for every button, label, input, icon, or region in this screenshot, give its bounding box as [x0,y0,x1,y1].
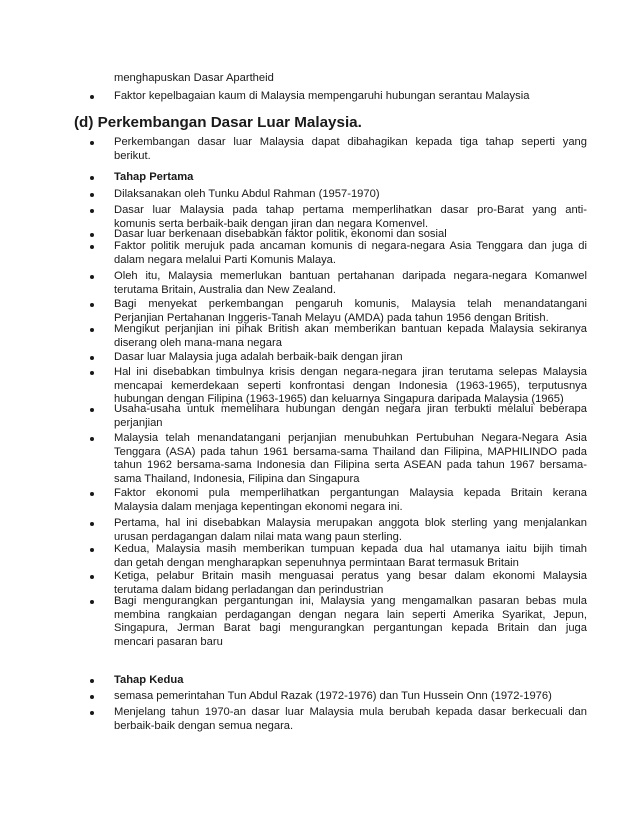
list-item-text [114,706,587,733]
text-line: Perkembangan dasar luar Malaysia dapat dibahagikan kepada tiga tahap seperti yang [114,136,587,148]
text-line: berikut. [114,149,151,162]
text-line: Faktor politik merujuk pada ancaman komunis di negara-negara Asia Tenggara dan juga di [114,240,587,252]
text-line: mencapai kemerdekaan seperti konfrontasi dengan Indonesia (1963-1965), terputusnya [114,379,587,392]
list-item-text [114,543,587,570]
text-line: Tenggara (ASA) pada tahun 1961 bersama-sama Thailand dan Filipina, MAPHILINDO pada [114,445,587,458]
tahap-pertama-title: Tahap Pertama [114,171,194,183]
text-line: dan getah dengan mengharapkan sepenuhnya permintaan Barat termasuk Britain [114,556,519,569]
list-item-text [114,570,587,597]
bullet-icon [90,141,94,145]
list-item-text: Faktor kepelbagaian kaum di Malaysia mempengaruhi hubungan serantau Malaysia [114,90,530,102]
bullet-icon [90,437,94,441]
bullet-icon [90,371,94,375]
text-line: Bagi menyekat perkembangan pengaruh komunis, Malaysia telah menandatangani [114,298,587,310]
text-line: Dasar luar berkenaan disebabkan faktor politik, ekonomi dan sosial [114,228,447,240]
bullet-icon [90,522,94,526]
text-line: Malaysia dalam menjaga kepentingan ekonomi negara ini. [114,500,403,513]
bullet-icon [90,408,94,412]
text-line: membina rangkaian perdagangan dengan negara lain seperti Amerika Syarikat, Jepun, [114,608,587,621]
list-item-text [114,240,587,267]
text-line: Menjelang tahun 1970-an dasar luar Malaysia mula berubah kepada dasar berkecuali dan [114,706,587,718]
list-item-text [114,136,587,163]
list-item-text [114,595,587,649]
text-line: tahun 1962 bersama-sama Indonesia dan Filipina serta ASEAN pada tahun 1967 bersama- [114,459,587,472]
list-item-text [114,188,587,202]
bullet-icon [90,328,94,332]
text-line: urusan perdagangan dalam nilai mata wang paun sterling. [114,530,402,543]
text-line: Dasar luar Malaysia pada tahap pertama memperlihatkan dasar pro-Barat yang anti- [114,204,587,216]
list-item-text [114,270,587,297]
text-line: Oleh itu, Malaysia memerlukan bantuan pertahanan daripada negara-negara Komanwel [114,270,587,282]
text-line: mencari pasaran baru [114,635,223,648]
bullet-icon [90,275,94,279]
text-line: Dasar luar Malaysia juga adalah berbaik-baik dengan jiran [114,351,403,363]
bullet-icon [90,575,94,579]
list-item-text [114,298,587,325]
bullet-icon [90,95,94,99]
text-line: diserang oleh mana-mana negara [114,336,282,349]
text-line: Hal ini disebabkan timbulnya krisis dengan negara-negara jiran terutama selepas Malaysia [114,366,587,378]
text-line: dalam negara melalui Parti Komunis Malaya. [114,253,336,266]
bullet-icon [90,548,94,552]
text-line: semasa pemerintahan Tun Abdul Razak (1972-1976) dan Tun Hussein Onn (1972-1976) [114,690,552,702]
bullet-icon [90,176,94,180]
bullet-icon [90,209,94,213]
text-line: Kedua, Malaysia masih memberikan tumpuan kepada dua hal utamanya iaitu bijih timah [114,543,587,555]
bullet-icon [90,695,94,699]
text-line: Pertama, hal ini disebabkan Malaysia merupakan anggota blok sterling yang menjalankan [114,517,587,529]
text-line: Singapura, Jerman Barat bagi mengurangkan pergantungan kepada Britain dan juga [114,622,587,635]
section-heading: (d) Perkembangan Dasar Luar Malaysia. [74,114,362,131]
continued-text: menghapuskan Dasar Apartheid [114,72,274,84]
bullet-icon [90,600,94,604]
list-item-text [114,366,587,407]
text-line: Usaha-usaha untuk memelihara hubungan dengan negara jiran terbukti melalui beberapa [114,403,587,415]
text-line: Dilaksanakan oleh Tunku Abdul Rahman (1957-1970) [114,188,380,200]
list-item-text [114,690,587,704]
list-item-text [114,403,587,430]
text-line: Malaysia telah menandatangani perjanjian menubuhkan Pertubuhan Negara-Negara Asia [114,432,587,444]
bullet-icon [90,233,94,237]
bullet-icon [90,492,94,496]
tahap-kedua-title: Tahap Kedua [114,674,184,686]
list-item-text [114,517,587,544]
text-line: Perjanjian Pertahanan Inggeris-Tanah Melayu (AMDA) pada tahun 1956 dengan British. [114,311,549,324]
bullet-icon [90,711,94,715]
bullet-icon [90,193,94,197]
bullet-icon [90,679,94,683]
bullet-icon [90,245,94,249]
text-line: perjanjian [114,416,163,429]
bullet-icon [90,303,94,307]
text-line: hubungan dengan Filipina (1963-1965) dan keluarnya Singapura daripada Malaysia (1965) [114,393,564,406]
text-line: Ketiga, pelabur Britain masih menguasai peratus yang besar dalam ekonomi Malaysia [114,570,587,582]
text-line: Faktor ekonomi pula memperlihatkan pergantungan Malaysia kepada Britain kerana [114,487,587,499]
list-item-text [114,323,587,350]
text-line: Mengikut perjanjian ini pihak British akan memberikan bantuan kepada Malaysia sekiranya [114,323,587,335]
text-line: komunis serta berbaik-baik dengan jiran dan negara Komenvel. [114,217,429,230]
text-line: Bagi mengurangkan pergantungan ini, Malaysia yang mengamalkan pasaran bebas mula [114,595,587,607]
list-item-text [114,487,587,514]
text-line: berbaik-baik dengan semua negara. [114,719,294,732]
text-line: sama Thailand, Indonesia, Filipina dan Singapura [114,472,360,485]
list-item-text [114,432,587,486]
bullet-icon [90,356,94,360]
text-line: terutama dalam bidang perladangan dan perindustrian [114,583,384,596]
text-line: terutama Britain, Australia dan New Zealand. [114,283,337,296]
list-item-text [114,351,587,365]
